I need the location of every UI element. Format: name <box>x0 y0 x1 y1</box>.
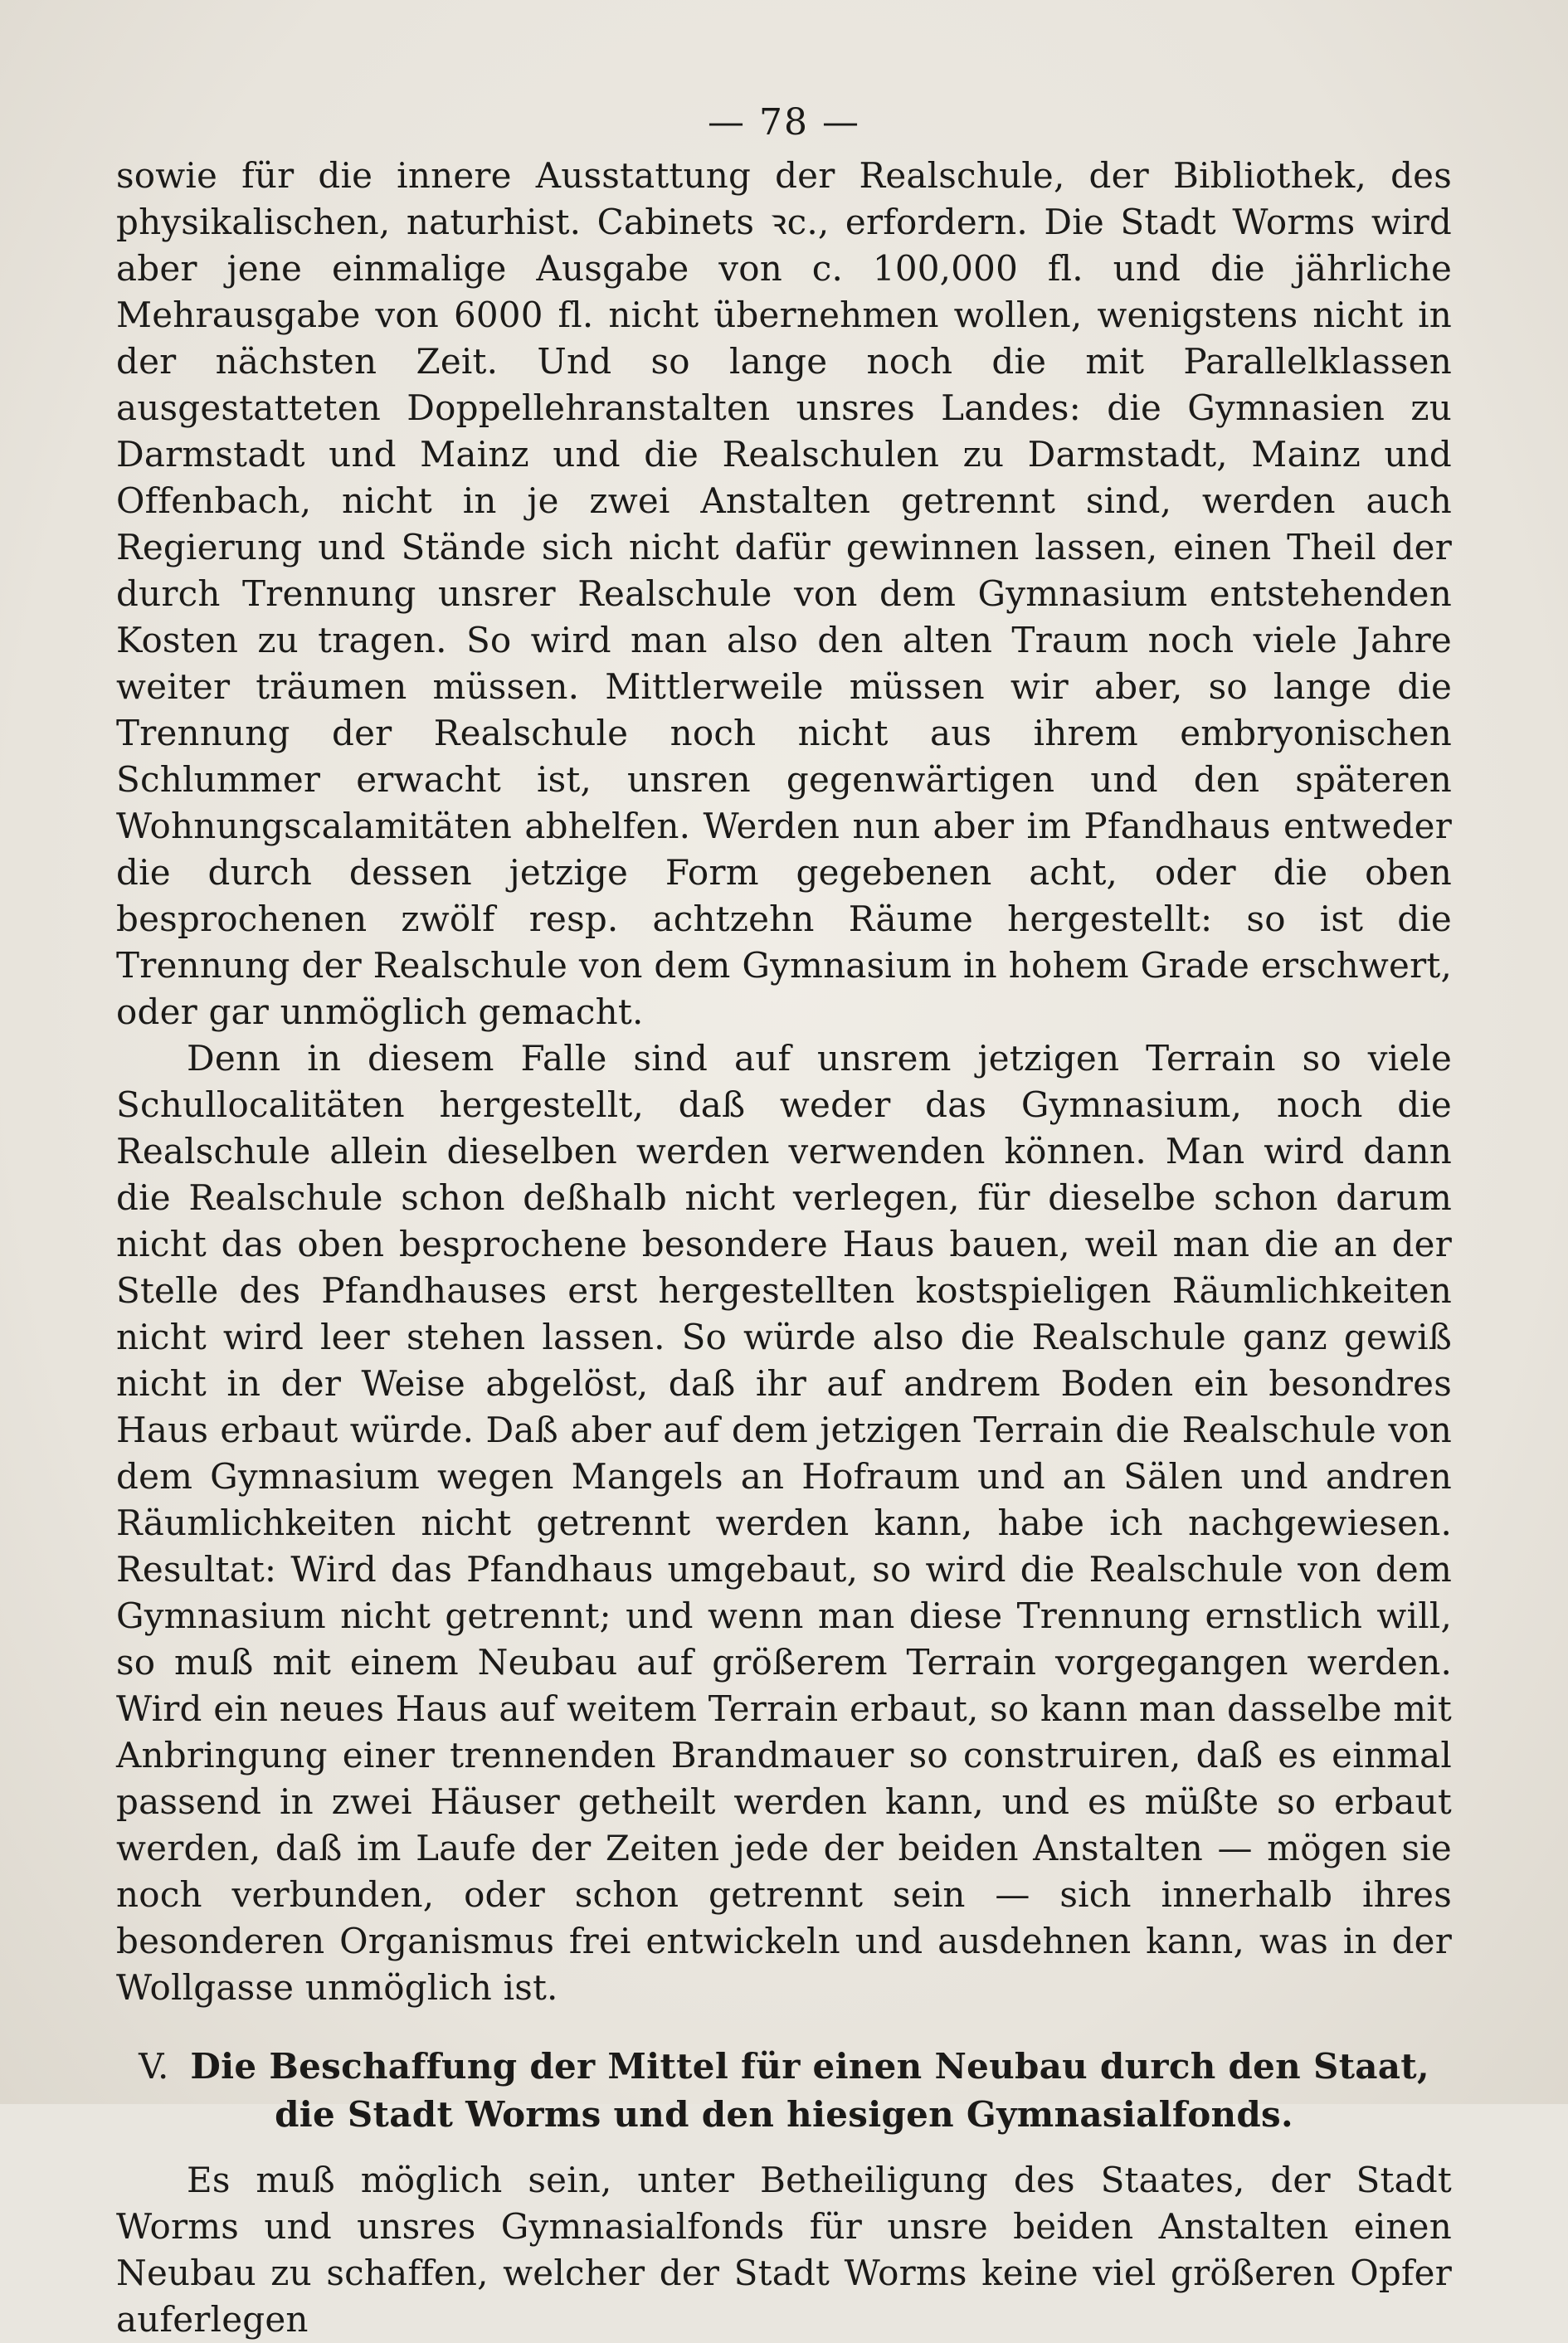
paragraph-2: Denn in diesem Falle sind auf unsrem jetzigen Terrain so viele Schullocalitäten hergestellt, daß weder das Gymnasium, noch die Realschule allein dieselben werden verwenden können. Man wird dann die Realschule schon deßhalb nicht verlegen, für dieselbe schon darum nicht das oben besprochene besondere Haus bauen, weil man die an der Stelle des Pfandhauses erst hergestellten kostspieligen Räumlichkeiten nicht wird leer stehen lassen. So würde also die Realschule ganz gewiß nicht in der Weise abgelöst, daß ihr auf andrem Boden ein besondres Haus erbaut würde. Daß aber auf dem jetzigen Terrain die Realschule von dem Gymnasium wegen Mangels an Hofraum und an Sälen und andren Räumlichkeiten nicht getrennt werden kann, habe ich nachgewiesen. Resultat: Wird das Pfandhaus umgebaut, so wird die Realschule von dem Gymnasium nicht getrennt; und wenn man diese Trennung ernstlich will, so muß mit einem Neubau auf größerem Terrain vorgegangen werden. Wird ein neues Haus auf weitem Terrain erbaut, so kann man dasselbe mit Anbringung einer trennenden Brandmauer so construiren, daß es einmal passend in zwei Häuser getheilt werden kann, und es müßte so erbaut werden, daß im Laufe der Zeiten jede der beiden Anstalten — mögen sie noch verbunden, oder schon getrennt sein — sich innerhalb ihres besonderen Organismus frei entwickeln und ausdehnen kann, was in der Wollgasse unmöglich ist. <box>116 1038 1452 2008</box>
section-heading <box>116 2043 1452 2139</box>
paragraph-3: Es muß möglich sein, unter Betheiligung des Staates, der Stadt Worms und unsres Gymnasialfonds für unsre beiden Anstalten einen Neubau zu schaffen, welcher der Stadt Worms keine viel größeren Opfer auferlegen <box>116 2160 1452 2340</box>
body-text <box>116 153 1452 2011</box>
page-number: — 78 — <box>708 101 860 144</box>
section-number: V. <box>139 2046 169 2087</box>
paragraph-1: sowie für die innere Ausstattung der Realschule, der Bibliothek, des physikalischen, naturhist. Cabinets ꝛc., erfordern. Die Stadt Worms wird aber jene einmalige Ausgabe von c. 100,000 fl. und die jährliche Mehrausgabe von 6000 fl. nicht übernehmen wollen, wenigstens nicht in der nächsten Zeit. Und so lange noch die mit Parallelklassen ausgestatteten Doppellehranstalten unsres Landes: die Gymnasien zu Darmstadt und Mainz und die Realschulen zu Darmstadt, Mainz und Offenbach, nicht in je zwei Anstalten getrennt sind, werden auch Regierung und Stände sich nicht dafür gewinnen lassen, einen Theil der durch Trennung unsrer Realschule von dem Gymnasium entstehenden Kosten zu tragen. So wird man also den alten Traum noch viele Jahre weiter träumen müssen. Mittlerweile müssen wir aber, so lange die Trennung der Realschule noch nicht aus ihrem embryonischen Schlummer erwacht ist, unsren gegenwärtigen und den späteren Wohnungscalamitäten abhelfen. Werden nun aber im Pfandhaus entweder die durch dessen jetzige Form gegebenen acht, oder die oben besprochenen zwölf resp. achtzehn Räume hergestellt: so ist die Trennung der Realschule von dem Gymnasium in hohem Grade erschwert, oder gar unmöglich gemacht. <box>116 155 1452 1032</box>
section-title: Die Beschaffung der Mittel für einen Neubau durch den Staat, die Stadt Worms und den hiesigen Gymnasialfonds. <box>190 2046 1429 2135</box>
section-body <box>116 2157 1452 2343</box>
